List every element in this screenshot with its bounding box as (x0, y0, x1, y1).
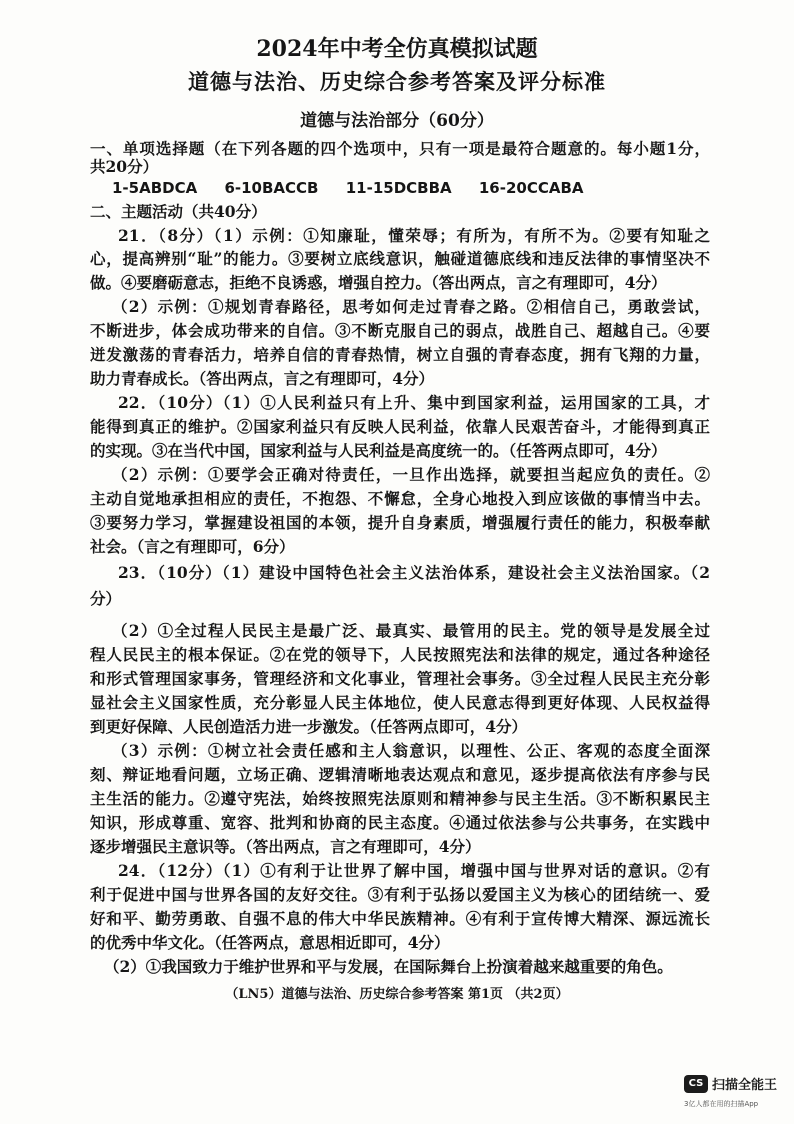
answer-text-line: （3）示例：①树立社会责任感和主人翁意识，以理性、公正、客观的态度全面深 (112, 741, 710, 760)
answer-text-line: 二、主题活动（共40分） (90, 202, 267, 221)
answer-text-line: 主生活的能力。②遵守宪法，始终按照宪法原则和精神参与民主生活。③不断积累民主 (90, 789, 710, 808)
answer-group: 16-20CCABA (478, 179, 584, 197)
camscanner-logo-icon: CS (684, 1075, 708, 1093)
page-title: 2024年中考全仿真模拟试题 (256, 36, 538, 62)
answer-text-line: 分） (90, 589, 122, 608)
answer-text-line: 心，提高辨别“耻”的能力。③要树立底线意识，触碰道德底线和违反法律的事情坚决不 (90, 249, 710, 268)
answer-text-line: 知识，形成尊重、宽容、批判和协商的民主态度。④通过依法参与公共事务，在实践中 (90, 813, 710, 832)
watermark-tagline: 3亿人都在用的扫描App (684, 1100, 759, 1108)
answer-text-line: ③要努力学习，掌握建设祖国的本领，提升自身素质，增强履行责任的能力，积极奉献 (90, 513, 710, 532)
answer-text-line: 21．（8分）（1）示例：①知廉耻，懂荣辱；有所为，有所不为。②要有知耻之 (118, 226, 710, 245)
answer-text-line: 的实现。③在当代中国，国家利益与人民利益是高度统一的。（任答两点即可，4分） (90, 441, 667, 460)
answer-group: 11-15DCBBA (345, 179, 452, 197)
answer-text-line: （2）①全过程人民民主是最广泛、最真实、最管用的民主。党的领导是发展全过 (112, 621, 710, 640)
answer-text-line: 助力青春成长。（答出两点，言之有理即可，4分） (90, 369, 435, 388)
answer-text-line: 不断进步，体会成功带来的自信。③不断克服自己的弱点，战胜自己、超越自己。④要 (90, 321, 710, 340)
answer-text-line: 共20分） (90, 157, 159, 176)
answer-text-line: 刻、辩证地看问题，立场正确、逻辑清晰地表达观点和意见，逐步提高依法有序参与民 (90, 765, 710, 784)
answer-text-line: 24．（12分）（1）①有利于让世界了解中国，增强中国与世界对话的意识。②有 (118, 861, 710, 880)
answer-group: 6-10BACCB (224, 179, 319, 197)
answer-text-line: 做。④要磨砺意志，拒绝不良诱惑，增强自控力。（答出两点，言之有理即可，4分） (90, 273, 667, 292)
answer-text-line: 好和平、勤劳勇敢、自强不息的伟大中华民族精神。④有利于宣传博大精深、源远流长 (90, 909, 710, 928)
answer-text-line: 社会。（言之有理即可，6分） (90, 537, 295, 556)
scanner-watermark (684, 1071, 784, 1121)
answer-text-line: （2）①我国致力于维护世界和平与发展，在国际舞台上扮演着越来越重要的角色。 (104, 957, 673, 976)
page-footer: （LN5）道德与法治、历史综合参考答案 第1页 （共2页） (225, 987, 569, 1002)
answer-text-line: 的优秀中华文化。（任答两点，意思相近即可，4分） (90, 933, 450, 952)
answer-text-line: （2）示例：①要学会正确对待责任，一旦作出选择，就要担当起应负的责任。② (112, 465, 710, 484)
answer-text-line: 23．（10分）（1）建设中国特色社会主义法治体系，建设社会主义法治国家。（2 (118, 563, 710, 582)
multiple-choice-answers (112, 179, 606, 197)
answer-text-line: 到更好保障、人民创造活力进一步激发。（任答两点即可，4分） (90, 717, 528, 736)
answer-group: 1-5ABDCA (112, 179, 198, 197)
answer-text-line: 程人民民主的根本保证。②在党的领导下，人民按照宪法和法律的规定，通过各种途径 (90, 645, 710, 664)
answer-text-line: 22．（10分）（1）①人民利益只有上升、集中到国家利益，运用国家的工具，才 (118, 393, 710, 412)
answer-text-line: （2）示例：①规划青春路径，思考如何走过青春之路。②相信自己，勇敢尝试， (112, 297, 710, 316)
page-subtitle: 道德与法治、历史综合参考答案及评分标准 (188, 69, 606, 94)
answer-text-line: 一、单项选择题（在下列各题的四个选项中，只有一项是最符合题意的。每小题1分， (90, 139, 710, 158)
answer-text-line: 迸发激荡的青春活力，培养自信的青春热情，树立自强的青春态度，拥有飞翔的力量， (90, 345, 710, 364)
watermark-app-name: 扫描全能王 (712, 1078, 778, 1093)
answer-text-line: 和形式管理国家事务，管理经济和文化事业，管理社会事务。③全过程人民民主充分彰 (90, 669, 710, 688)
section-heading: 道德与法治部分（60分） (300, 111, 494, 131)
answer-text-line: 利于促进中国与世界各国的友好交往。③有利于弘扬以爱国主义为核心的团结统一、爱 (90, 885, 710, 904)
answer-text-line: 逐步增强民主意识等。（答出两点，言之有理即可，4分） (90, 837, 481, 856)
answer-text-line: 主动自觉地承担相应的责任，不抱怨、不懈怠，全身心地投入到应该做的事情当中去。 (90, 489, 710, 508)
answer-text-line: 显社会主义国家性质，充分彰显人民主体地位，使人民意志得到更好体现、人民权益得 (90, 693, 710, 712)
answer-text-line: 能得到真正的维护。②国家利益只有反映人民利益，依靠人民艰苦奋斗，才能得到真正 (90, 417, 710, 436)
